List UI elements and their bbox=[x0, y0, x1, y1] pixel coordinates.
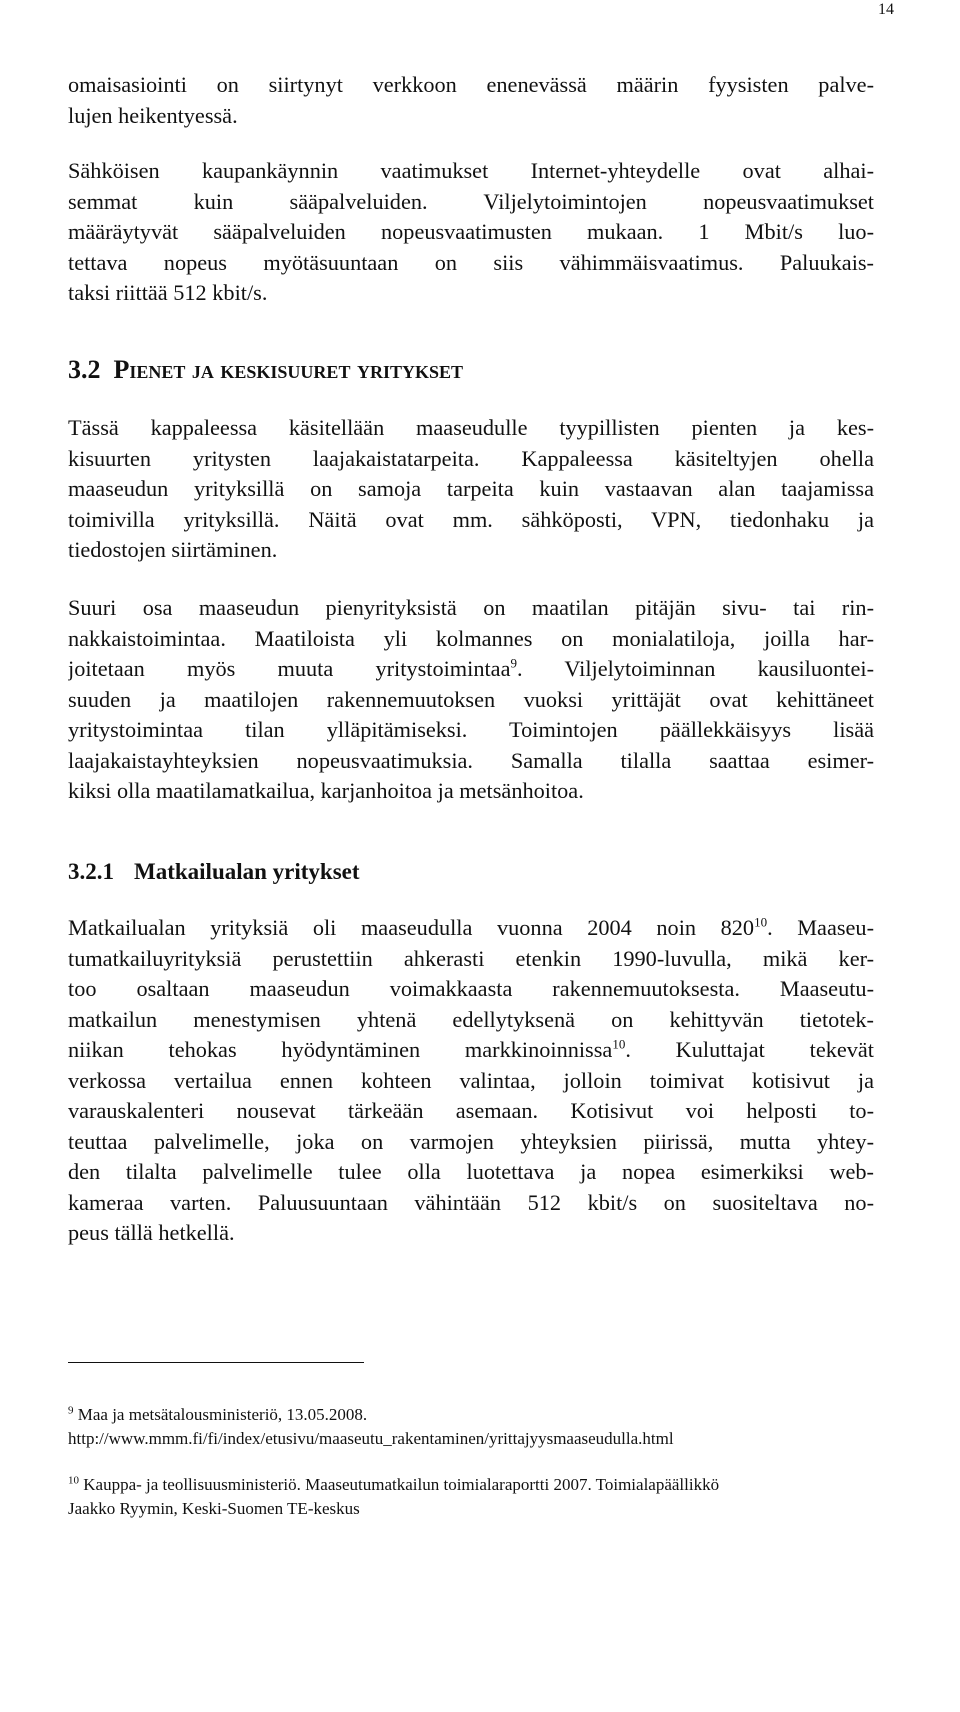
footnote-line bbox=[68, 1403, 874, 1427]
text-segment: niikan tehokas hyödyntäminen markkinoinnissa bbox=[68, 1037, 613, 1062]
footnote-url: http://www.mmm.fi/fi/index/etusivu/maaseutu_rakentaminen/yrittajyysmaaseudulla.html bbox=[68, 1429, 674, 1448]
footnote-ref: 10 bbox=[754, 914, 768, 930]
paragraph-tourism bbox=[68, 913, 874, 1249]
text-line: varauskalenteri nousevat tärkeään asemaan. Kotisivut voi helposti to- bbox=[68, 1098, 874, 1123]
text-segment: joitetaan myös muuta yritystoimintaa bbox=[68, 656, 511, 681]
text-line bbox=[68, 654, 874, 685]
text-line: maaseudun yrityksillä on samoja tarpeita kuin vastaavan alan taajamissa bbox=[68, 476, 874, 501]
text-line: kiksi olla maatilamatkailua, karjanhoitoa ja metsänhoitoa. bbox=[68, 778, 584, 803]
paragraph-small-business bbox=[68, 593, 874, 807]
text-line: määräytyvät sääpalveluiden nopeusvaatimusten mukaan. 1 Mbit/s luo- bbox=[68, 219, 874, 244]
text-line: verkossa vertailua ennen kohteen valintaa, jolloin toimivat kotisivut ja bbox=[68, 1067, 874, 1093]
footnote-text: Maa ja metsätalousministeriö, 13.05.2008. bbox=[77, 1405, 368, 1424]
text-line: laajakaistayhteyksien nopeusvaatimuksia. Samalla tilalla saattaa esimer- bbox=[68, 747, 874, 773]
subsection-number: 3.2.1 bbox=[68, 859, 114, 884]
text-line: kameraa varten. Paluusuuntaan vähintään 512 kbit/s on suositeltava no- bbox=[68, 1189, 874, 1215]
text-line: lujen heikentyessä. bbox=[68, 102, 238, 128]
text-line: tiedostojen siirtäminen. bbox=[68, 537, 278, 562]
footnote-line bbox=[68, 1473, 874, 1497]
text-segment: . Kuluttajat tekevät bbox=[625, 1037, 874, 1062]
text-line: kisuurten yritysten laajakaistatarpeita. Kappaleessa käsiteltyjen ohella bbox=[68, 445, 874, 471]
text-segment: . Viljelytoiminnan kausiluontei- bbox=[516, 656, 874, 681]
text-line: suuden ja maatilojen rakennemuutoksen vuoksi yrittäjät ovat kehittäneet bbox=[68, 686, 874, 712]
footnote-marker: 10 bbox=[68, 1474, 79, 1487]
text-line: too osaltaan maaseudun voimakkaasta rakennemuutoksesta. Maaseutu- bbox=[68, 976, 874, 1001]
text-line: taksi riittää 512 kbit/s. bbox=[68, 280, 268, 305]
text-segment: . Maaseu- bbox=[767, 915, 874, 940]
text-line: peus tällä hetkellä. bbox=[68, 1220, 235, 1245]
text-line: matkailun menestymisen yhtenä edellytyksenä on kehittyvän tietotek- bbox=[68, 1006, 874, 1032]
text-line: yritystoimintaa tilan ylläpitämiseksi. Toimintojen päällekkäisyys lisää bbox=[68, 717, 874, 742]
text-segment: Matkailualan yrityksiä oli maaseudulla vuonna 2004 noin 820 bbox=[68, 915, 755, 940]
subsection-title: Matkailualan yritykset bbox=[134, 859, 360, 884]
text-line: Sähköisen kaupankäynnin vaatimukset Internet-yhteydelle ovat alhai- bbox=[68, 158, 874, 183]
text-line: nakkaistoimintaa. Maatiloista yli kolmannes on monialatiloja, joilla har- bbox=[68, 625, 874, 651]
section-number: 3.2 bbox=[68, 355, 101, 384]
text-line: Tässä kappaleessa käsitellään maaseudulle tyypillisten pienten ja kes- bbox=[68, 415, 874, 440]
footnote-ref: 10 bbox=[612, 1036, 626, 1052]
footnote-text-cont: Jaakko Ryymin, Keski-Suomen TE-keskus bbox=[68, 1499, 360, 1518]
paragraph-section-intro bbox=[68, 413, 874, 566]
section-title: Pienet ja keskisuuret yritykset bbox=[113, 355, 463, 384]
text-line: tumatkailuyrityksiä perustettiin ahkerasti etenkin 1990-luvulla, mikä ker- bbox=[68, 945, 874, 971]
footnote-separator bbox=[68, 1362, 364, 1363]
section-heading bbox=[68, 353, 463, 387]
text-line: Suuri osa maaseudun pienyrityksistä on maatilan pitäjän sivu- tai rin- bbox=[68, 595, 874, 620]
footnote-text: Kauppa- ja teollisuusministeriö. Maaseutumatkailun toimialaraportti 2007. Toimialapäällikkö bbox=[83, 1475, 720, 1494]
text-line: teuttaa palvelimelle, joka on varmojen yhteyksien piirissä, mutta yhtey- bbox=[68, 1128, 874, 1154]
footnote-marker: 9 bbox=[68, 1404, 74, 1417]
text-line: semmat kuin sääpalveluiden. Viljelytoimintojen nopeusvaatimukset bbox=[68, 188, 874, 214]
footnote bbox=[68, 1473, 874, 1521]
text-line bbox=[68, 913, 874, 944]
text-line: den tilalta palvelimelle tulee olla luotettava ja nopea esimerkiksi web- bbox=[68, 1159, 874, 1184]
paragraph-ecommerce bbox=[68, 156, 874, 309]
footnote-ref: 9 bbox=[510, 655, 517, 671]
page-number: 14 bbox=[878, 1, 894, 18]
text-line: tettava nopeus myötäsuuntaan on siis vähimmäisvaatimus. Paluukais- bbox=[68, 249, 874, 275]
text-line bbox=[68, 1035, 874, 1066]
text-line: omaisasiointi on siirtynyt verkkoon enenevässä määrin fyysisten palve- bbox=[68, 72, 874, 97]
subsection-heading bbox=[68, 856, 360, 888]
text-line: toimivilla yrityksillä. Näitä ovat mm. sähköposti, VPN, tiedonhaku ja bbox=[68, 506, 874, 532]
footnote bbox=[68, 1403, 874, 1451]
paragraph-intro bbox=[68, 70, 874, 131]
